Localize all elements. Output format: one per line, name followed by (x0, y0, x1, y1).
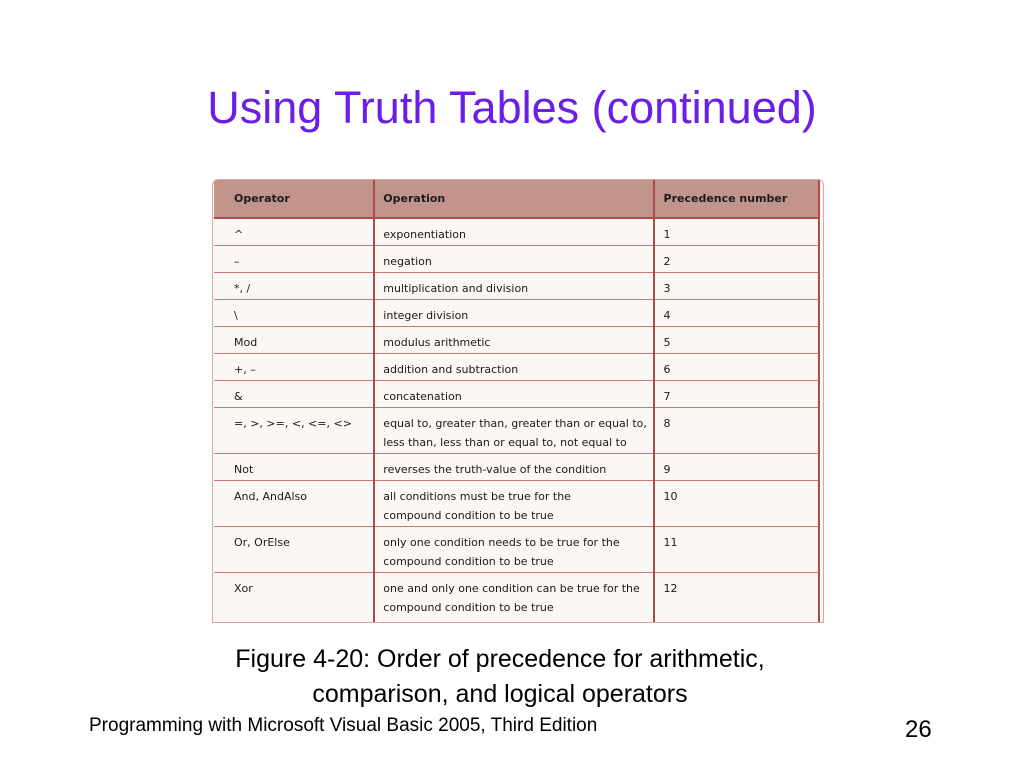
operator-cell: \ (214, 300, 374, 327)
table-row (214, 454, 819, 481)
operation-text: multiplication and division (383, 282, 529, 295)
operation-text: addition and subtraction (383, 363, 519, 376)
precedence-cell: 11 (654, 527, 819, 573)
precedence-cell: 2 (654, 246, 819, 273)
operation-cell (374, 454, 653, 481)
precedence-cell: 9 (654, 454, 819, 481)
table-row (214, 327, 819, 354)
operation-text: integer division (383, 309, 469, 322)
operator-cell: Or, OrElse (214, 527, 374, 573)
operation-text-line-2: compound condition to be true (383, 601, 554, 614)
precedence-cell: 1 (654, 218, 819, 246)
precedence-cell: 8 (654, 408, 819, 454)
table-header-row (214, 180, 819, 218)
precedence-table-frame (212, 179, 824, 623)
column-header-operation: Operation (374, 180, 653, 218)
operator-cell: And, AndAlso (214, 481, 374, 527)
precedence-cell: 6 (654, 354, 819, 381)
operator-cell: ^ (214, 218, 374, 246)
table-row (214, 527, 819, 573)
table-row (214, 381, 819, 408)
table-row (214, 573, 819, 624)
precedence-cell: 7 (654, 381, 819, 408)
operation-cell (374, 327, 653, 354)
operator-cell: – (214, 246, 374, 273)
column-header-precedence: Precedence number (654, 180, 819, 218)
page-number: 26 (905, 716, 932, 743)
precedence-cell: 3 (654, 273, 819, 300)
figure-caption (0, 642, 1000, 712)
figure-caption-line-1: Figure 4-20: Order of precedence for arithmetic, (235, 645, 765, 673)
operation-cell (374, 381, 653, 408)
operator-cell: Xor (214, 573, 374, 624)
operation-text: concatenation (383, 390, 462, 403)
table-row (214, 246, 819, 273)
operation-cell (374, 573, 653, 624)
column-header-operator: Operator (214, 180, 374, 218)
operator-cell: Mod (214, 327, 374, 354)
precedence-cell: 10 (654, 481, 819, 527)
operation-text-line-1: only one condition needs to be true for the (383, 536, 620, 549)
footer-text: Programming with Microsoft Visual Basic 2005, Third Edition (89, 715, 598, 736)
operation-text-line-1: equal to, greater than, greater than or equal to, (383, 417, 647, 430)
operation-cell (374, 246, 653, 273)
operator-cell: & (214, 381, 374, 408)
operation-cell (374, 218, 653, 246)
precedence-cell: 4 (654, 300, 819, 327)
operation-cell (374, 481, 653, 527)
operation-text: negation (383, 255, 432, 268)
precedence-cell: 12 (654, 573, 819, 624)
precedence-table (214, 180, 820, 623)
precedence-cell: 5 (654, 327, 819, 354)
table-row (214, 408, 819, 454)
operation-text: exponentiation (383, 228, 466, 241)
operation-text-line-1: all conditions must be true for the (383, 490, 571, 503)
operation-cell (374, 273, 653, 300)
operation-cell (374, 300, 653, 327)
table-row (214, 481, 819, 527)
operation-text-line-2: less than, less than or equal to, not equal to (383, 436, 627, 449)
operation-text-line-2: compound condition to be true (383, 509, 554, 522)
operation-cell (374, 408, 653, 454)
table-row (214, 300, 819, 327)
operation-cell (374, 354, 653, 381)
operator-cell: *, / (214, 273, 374, 300)
table-row (214, 218, 819, 246)
operation-cell (374, 527, 653, 573)
table-row (214, 354, 819, 381)
operation-text-line-1: one and only one condition can be true for the (383, 582, 640, 595)
figure-caption-line-2: comparison, and logical operators (312, 680, 688, 708)
operator-cell: =, >, >=, <, <=, <> (214, 408, 374, 454)
operator-cell: Not (214, 454, 374, 481)
table-row (214, 273, 819, 300)
operation-text: modulus arithmetic (383, 336, 491, 349)
slide-title: Using Truth Tables (continued) (207, 82, 817, 133)
operation-text-line-2: compound condition to be true (383, 555, 554, 568)
operator-cell: +, – (214, 354, 374, 381)
operation-text: reverses the truth-value of the condition (383, 463, 607, 476)
